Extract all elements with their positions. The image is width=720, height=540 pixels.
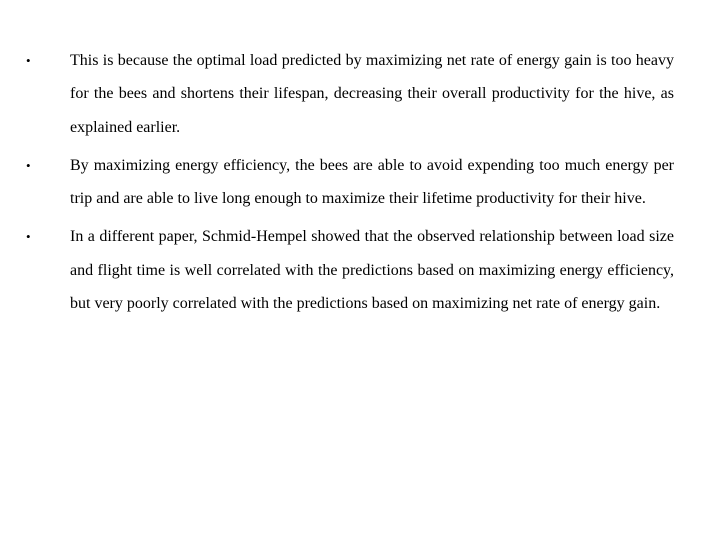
bullet-list xyxy=(26,44,674,325)
bullet-item xyxy=(26,149,674,216)
bullet-item xyxy=(26,220,674,320)
bullet-item xyxy=(26,44,674,144)
bullet-text: This is because the optimal load predicted by maximizing net rate of energy gain is too heavy for the bees and shortens their lifespan, decreasing their overall productivity for the hive, as explained earlier. xyxy=(70,52,674,136)
bullet-marker: • xyxy=(26,229,31,245)
bullet-text: By maximizing energy efficiency, the bees are able to avoid expending too much energy per trip and are able to live long enough to maximize their lifetime productivity for their hive. xyxy=(70,156,674,208)
bullet-marker: • xyxy=(26,53,31,68)
bullet-text: In a different paper, Schmid-Hempel showed that the observed relationship between load size and flight time is well correlated with the predictions based on maximizing energy efficiency, but very poorly correlated with the predictions based on maximizing net rate of energy gain. xyxy=(70,228,674,313)
bullet-marker: • xyxy=(26,157,31,173)
